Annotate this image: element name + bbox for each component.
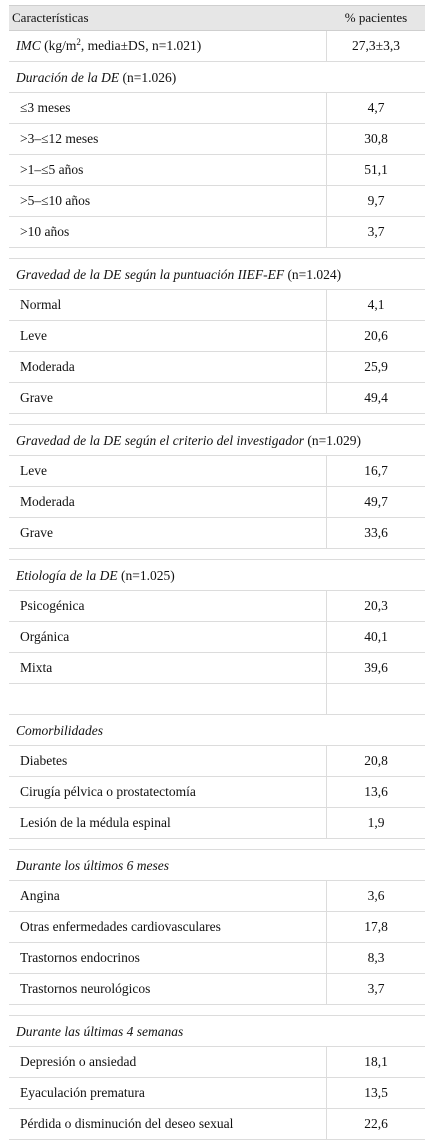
row-label: Psicogénica <box>20 598 85 613</box>
row-label: Diabetes <box>20 753 68 768</box>
table-row <box>9 456 425 487</box>
table-row <box>9 290 425 321</box>
row-label: >3–≤12 meses <box>20 131 99 146</box>
table-row <box>9 93 425 124</box>
table-header <box>9 5 425 31</box>
empty-row <box>9 684 425 715</box>
row-value: 30,8 <box>364 131 388 146</box>
row-label: Leve <box>20 328 47 343</box>
section-title-etiologia: Etiología de la DE (n=1.025) <box>9 560 425 591</box>
section-title-comorbilidades: Comorbilidades <box>9 715 425 746</box>
row-value: 20,6 <box>364 328 388 343</box>
table-row <box>9 943 425 974</box>
table-row <box>9 352 425 383</box>
row-value: 25,9 <box>364 359 388 374</box>
row-value: 20,8 <box>364 753 388 768</box>
section-title-seis-meses: Durante los últimos 6 meses <box>9 850 425 881</box>
table-row <box>9 1109 425 1140</box>
row-value: 33,6 <box>364 525 388 540</box>
row-value: 17,8 <box>364 919 388 934</box>
row-value: 8,3 <box>367 950 385 965</box>
section-spacer <box>9 1005 425 1016</box>
imc-label: IMC ($kg/m^2$, media±DS, n=1.021) <box>16 37 202 53</box>
table-row <box>9 591 425 622</box>
table-row <box>9 487 425 518</box>
table-row <box>9 746 425 777</box>
header-percent-patients: % pacientes <box>344 10 408 25</box>
table-row <box>9 186 425 217</box>
row-value: 16,7 <box>364 463 388 478</box>
row-value: 22,6 <box>364 1116 388 1131</box>
row-value: 4,7 <box>367 100 385 115</box>
table-row <box>9 881 425 912</box>
section-title-gravedad-iief: Gravedad de la DE según la puntuación IIEF-EF (n=1.024) <box>9 259 425 290</box>
row-label: Angina <box>20 888 60 903</box>
row-value: 51,1 <box>364 162 388 177</box>
row-value: 9,7 <box>367 193 385 208</box>
row-label: Moderada <box>20 359 75 374</box>
section-spacer <box>9 549 425 560</box>
row-value: 49,7 <box>364 494 388 509</box>
row-label: >1–≤5 años <box>20 162 84 177</box>
row-value: 1,9 <box>367 815 385 830</box>
row-value: 4,1 <box>367 297 385 312</box>
imc-value: 27,3±3,3 <box>352 38 400 53</box>
section-title-gravedad-investigador: Gravedad de la DE según el criterio del investigador (n=1.029) <box>9 425 425 456</box>
table-row <box>9 808 425 839</box>
row-value: 20,3 <box>364 598 388 613</box>
row-label: Pérdida o disminución del deseo sexual <box>20 1116 234 1131</box>
table-row <box>9 1078 425 1109</box>
row-value: 13,5 <box>364 1085 388 1100</box>
section-title-cuatro-semanas: Durante las últimas 4 semanas <box>9 1016 425 1047</box>
table-row <box>9 321 425 352</box>
row-value: 3,7 <box>367 981 385 996</box>
table-row <box>9 777 425 808</box>
row-value: 49,4 <box>364 390 388 405</box>
table-row <box>9 217 425 248</box>
imc-row <box>9 31 425 62</box>
row-label: ≤3 meses <box>20 100 71 115</box>
row-label: Trastornos endocrinos <box>20 950 140 965</box>
row-value: 39,6 <box>364 660 388 675</box>
row-label: Otras enfermedades cardiovasculares <box>20 919 221 934</box>
table-row <box>9 1047 425 1078</box>
row-label: Lesión de la médula espinal <box>20 815 171 830</box>
table-row <box>9 974 425 1005</box>
row-label: Eyaculación prematura <box>20 1085 145 1100</box>
row-value: 40,1 <box>364 629 388 644</box>
header-characteristics: Características <box>12 10 89 25</box>
row-label: Cirugía pélvica o prostatectomía <box>20 784 196 799</box>
row-label: Mixta <box>20 660 53 675</box>
row-label: >5–≤10 años <box>20 193 91 208</box>
section-title-duracion: Duración de la DE (n=1.026) <box>9 62 425 93</box>
row-label: Depresión o ansiedad <box>20 1054 137 1069</box>
characteristics-table <box>9 5 425 1140</box>
row-label: >10 años <box>20 224 70 239</box>
row-value: 3,7 <box>367 224 385 239</box>
row-label: Moderada <box>20 494 75 509</box>
row-value: 18,1 <box>364 1054 388 1069</box>
row-label: Trastornos neurológicos <box>20 981 151 996</box>
table-row <box>9 622 425 653</box>
table-row <box>9 912 425 943</box>
table-row <box>9 653 425 684</box>
row-label: Normal <box>20 297 62 312</box>
section-spacer <box>9 248 425 259</box>
section-spacer <box>9 839 425 850</box>
row-label: Grave <box>20 390 53 405</box>
row-label: Leve <box>20 463 47 478</box>
table-row <box>9 155 425 186</box>
table-row <box>9 518 425 549</box>
row-label: Orgánica <box>20 629 70 644</box>
table-row <box>9 383 425 414</box>
row-label: Grave <box>20 525 53 540</box>
section-spacer <box>9 414 425 425</box>
row-value: 3,6 <box>367 888 385 903</box>
row-value: 13,6 <box>364 784 388 799</box>
table-row <box>9 124 425 155</box>
